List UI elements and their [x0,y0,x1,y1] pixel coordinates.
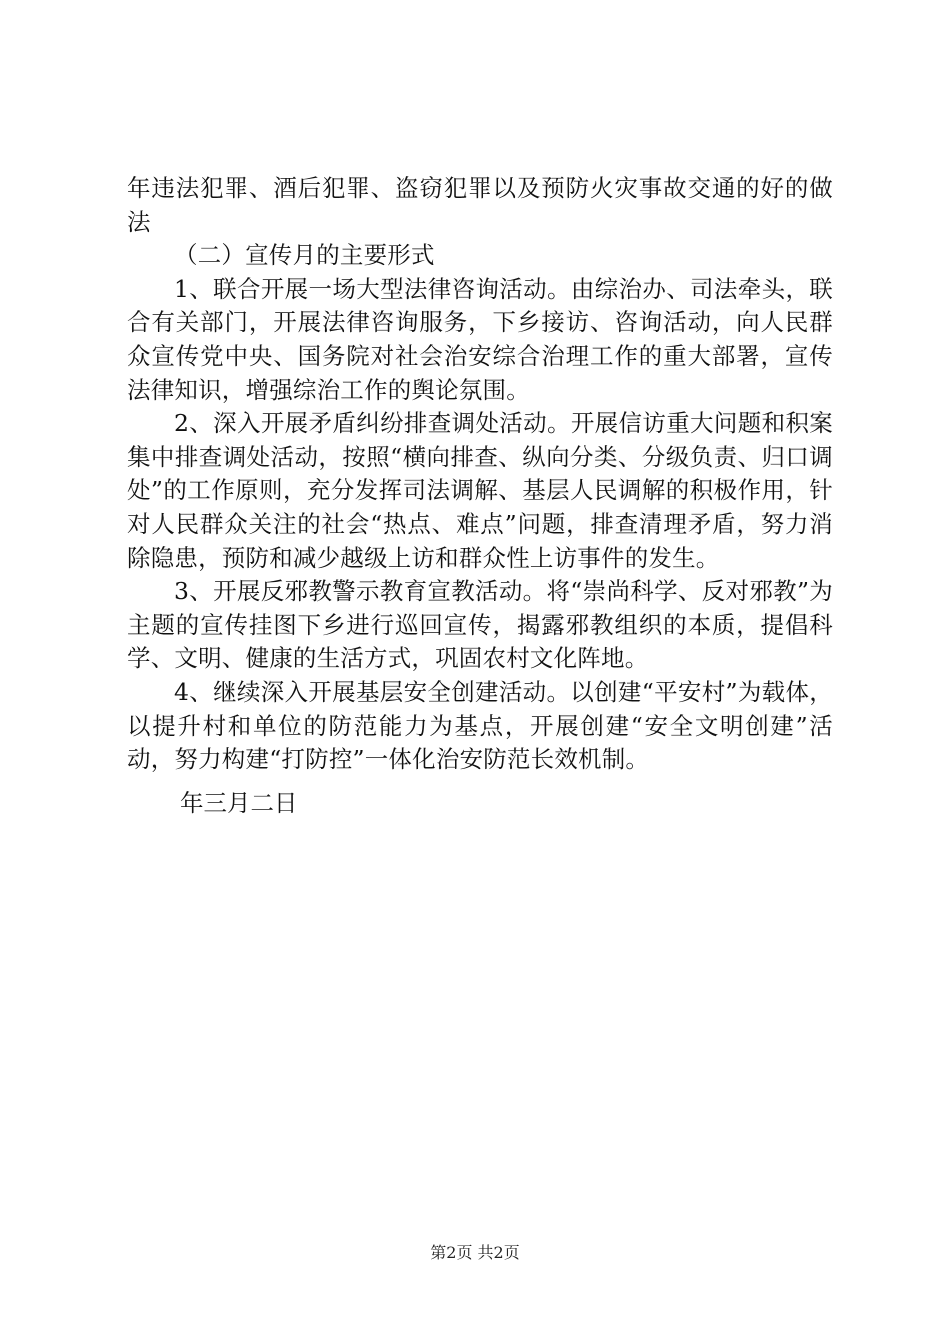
paragraph-item-1: 1、联合开展一场大型法律咨询活动。由综治办、司法牵头，联合有关部门，开展法律咨询服务，下乡接访、咨询活动，向人民群众宣传党中央、国务院对社会治安综合治理工作的重大部署，宣传法律知识，增强综治工作的舆论氛围。 [127,274,833,404]
section-heading: （二）宣传月的主要形式 [174,241,435,270]
paragraph-item-3: 3、开展反邪教警示教育宣教活动。将“崇尚科学、反对邪教”为主题的宣传挂图下乡进行巡回宣传，揭露邪教组织的本质，提倡科学、文明、健康的生活方式，巩固农村文化阵地。 [127,577,833,673]
page-number-label: 第2页 共2页 [430,1243,520,1262]
paragraph-item-2: 2、深入开展矛盾纠纷排查调处活动。开展信访重大问题和积案集中排查调处活动，按照“横向排查、纵向分类、分级负责、归口调处”的工作原则，充分发挥司法调解、基层人民调解的积极作用，针对人民群众关注的社会“热点、难点”问题，排查清理矛盾，努力消除隐患，预防和减少越级上访和群众性上访事件的发生。 [127,409,833,572]
page-footer [0,1243,950,1263]
paragraph-item-4: 4、继续深入开展基层安全创建活动。以创建“平安村”为载体，以提升村和单位的防范能力为基点，开展创建“安全文明创建”活动，努力构建“打防控”一体化治安防范长效机制。 [127,677,833,774]
paragraph-continuation: 年违法犯罪、酒后犯罪、盗窃犯罪以及预防火灾事故交通的好的做法 [127,174,833,236]
closing-date: 年三月二日 [180,789,298,817]
document-body [127,172,833,777]
